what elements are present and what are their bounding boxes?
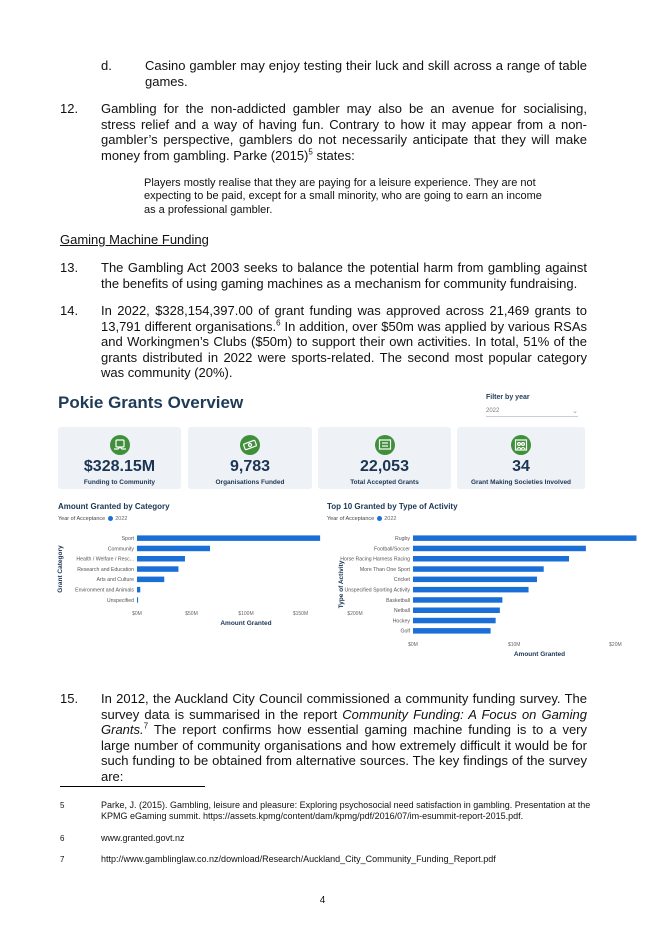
year-filter-value: 2022 — [486, 407, 500, 414]
footnote-6[interactable]: www.granted.govt.nz — [101, 833, 185, 843]
legend-entry: 2022 — [384, 516, 397, 522]
paragraph-14: In 2022, $328,154,397.00 of grant funding was approved across 21,469 grants to 13,791 different organisations.$^6$ In addition, over $50m was applied by various RSAs and Workingmen’s Clubs ($50m) to support their own activities. In total, 51% of the grants distributed in 2022 were sports-related. The second most popular category was community (20%). — [101, 303, 588, 381]
footnote-number: 6 — [60, 834, 65, 843]
footnote-ref-5[interactable]: 5 — [308, 147, 313, 157]
x-tick-label: $20M — [609, 642, 622, 648]
bar[interactable] — [413, 535, 636, 541]
year-filter-dropdown[interactable] — [486, 405, 578, 417]
category-label: More Than One Sport — [359, 566, 410, 573]
list-item-d: Casino gambler may enjoy testing their luck and skill across a range of table games. — [145, 58, 587, 89]
money-hands-icon — [110, 435, 130, 455]
chart-legend-activity — [327, 516, 396, 522]
group-icon — [511, 435, 531, 455]
x-tick-label: $100M — [238, 611, 254, 618]
bar[interactable] — [137, 566, 178, 572]
bar[interactable] — [137, 535, 320, 541]
category-label: Unspecified — [106, 597, 134, 604]
y-axis-title: Type of Activity — [338, 560, 345, 609]
category-label: Arts and Culture — [96, 577, 134, 584]
banknote-icon — [240, 435, 260, 455]
paragraph-12: Gambling for the non-addicted gambler may also be an avenue for socialising, stress relief and a way of having fun. Contrary to how it may appear from a non-gambler’s perspective, gamblers do not necessarily anticipate that they will make money from gambling. Parke $(2015)^5$ states: — [101, 101, 587, 163]
paragraph-15: In 2012, the Auckland City Council commissioned a community funding survey. The survey data is summarised in the report Community Funding: A Focus on Gaming Grants.$^7$ The report confirms how essential gaming machine funding is to a very large number of community organisations and how extremely difficult it would be for such funding to be obtained from alternative sources. The key findings of the survey are: — [101, 691, 587, 784]
category-label: Basketball — [386, 597, 410, 604]
report-title: Community Funding: A Focus on Gaming Grants. — [101, 706, 587, 738]
page-number: 4 — [319, 895, 326, 906]
list-marker-d: d. — [101, 58, 112, 73]
legend-title: Year of Acceptance — [58, 516, 106, 522]
x-tick-label: $0M — [132, 611, 142, 618]
footnote-number: 7 — [60, 855, 65, 864]
kpi-value: 22,053 — [360, 458, 409, 475]
bar[interactable] — [413, 556, 569, 562]
kpi-card-societies — [457, 427, 585, 489]
bar[interactable] — [137, 597, 138, 603]
footnote-divider — [60, 786, 205, 787]
x-tick-label: $10M — [507, 642, 521, 648]
category-label: Horse Racing Harness Racing — [340, 556, 410, 563]
bar[interactable] — [137, 556, 185, 562]
kpi-value: $328.15M — [83, 458, 156, 475]
x-tick-label: $150M — [292, 611, 309, 618]
bar[interactable] — [413, 618, 496, 624]
legend-dot — [377, 516, 382, 521]
kpi-label: Total Accepted Grants — [350, 479, 419, 486]
certificate-icon — [375, 435, 395, 455]
bar[interactable] — [413, 566, 544, 572]
legend-entry: 2022 — [115, 516, 128, 522]
category-label: Rugby — [395, 535, 410, 542]
footnote-number: 5 — [60, 801, 65, 810]
legend-title: Year of Acceptance — [327, 516, 375, 522]
bar[interactable] — [413, 597, 502, 603]
bar[interactable] — [413, 628, 491, 634]
x-tick-label: $200M — [347, 611, 363, 618]
category-label: Environment and Animals — [75, 587, 134, 594]
activity-bar-chart — [325, 525, 622, 658]
paragraph-13: The Gambling Act 2003 seeks to balance the potential harm from gambling against the benefits of using gaming machines as a mechanism for community fundraising. — [101, 260, 587, 291]
kpi-label: Organisations Funded — [215, 479, 285, 486]
kpi-card-grants — [318, 427, 451, 489]
category-label: Sport — [121, 535, 134, 542]
paragraph-number-12: 12. — [60, 101, 79, 116]
bar[interactable] — [413, 577, 537, 583]
paragraph-number-14: 14. — [60, 303, 79, 318]
x-axis-title: Amount Granted — [513, 651, 566, 658]
category-label: Unspecified Sporting Activity — [344, 587, 410, 594]
footnote-7[interactable]: http://www.gamblinglaw.co.nz/download/Research/Auckland_City_Community_Funding_Report.pdf — [101, 854, 496, 864]
category-label: Cricket — [393, 577, 410, 584]
paragraph-number-15: 15. — [60, 691, 79, 706]
x-tick-label: $0M — [408, 642, 418, 648]
kpi-value: 34 — [512, 458, 530, 475]
chevron-down-icon: ⌄ — [572, 407, 578, 415]
bar[interactable] — [137, 577, 164, 583]
category-label: Hockey — [392, 618, 410, 625]
y-axis-title: Grant Category — [57, 545, 64, 593]
chart-title-category: Amount Granted by Category — [58, 502, 170, 511]
kpi-label: Funding to Community — [83, 479, 156, 486]
paragraph-number-13: 13. — [60, 260, 79, 275]
dashboard-title: Pokie Grants Overview — [58, 393, 244, 412]
chart-legend-category — [58, 516, 127, 522]
category-label: Football/Soccer — [373, 546, 410, 553]
footnote-ref-7[interactable]: 7 — [143, 721, 149, 731]
kpi-card-organisations — [188, 427, 312, 489]
bar[interactable] — [413, 608, 500, 614]
footnote-5[interactable]: Parke, J. (2015). Gambling, leisure and pleasure: Exploring psychosocial need satisfaction in gambling. Presentation at the KPMG eGaming summit. https://assets.kpmg/content/dam/kpmg/pdf/2016/07/im-esummit-report-2015.pdf. — [101, 800, 591, 821]
category-label: Health / Welfare / Resc... — [76, 556, 134, 563]
section-heading: Gaming Machine Funding — [60, 232, 209, 247]
category-label: Golf — [400, 628, 410, 635]
legend-dot — [108, 516, 113, 521]
bar[interactable] — [137, 587, 140, 593]
bar[interactable] — [413, 587, 529, 593]
kpi-value: 9,783 — [229, 458, 271, 475]
footnote-ref-6[interactable]: 6 — [276, 318, 281, 328]
x-tick-label: $50M — [185, 611, 198, 618]
filter-label: Filter by year — [486, 394, 530, 401]
category-label: Community — [107, 546, 134, 553]
bar[interactable] — [413, 546, 586, 552]
chart-title-activity: Top 10 Granted by Type of Activity — [327, 502, 458, 511]
x-axis-title: Amount Granted — [220, 620, 272, 628]
bar[interactable] — [137, 546, 210, 552]
category-label: Research and Education — [77, 566, 134, 573]
category-label: Netball — [393, 608, 410, 615]
kpi-label: Grant Making Societies Involved — [470, 479, 572, 486]
kpi-card-funding — [58, 427, 181, 489]
block-quote: Players mostly realise that they are paying for a leisure experience. They are not expecting to be paid, except for a small minority, who are going to earn an income as a professional gambler. — [144, 177, 542, 216]
